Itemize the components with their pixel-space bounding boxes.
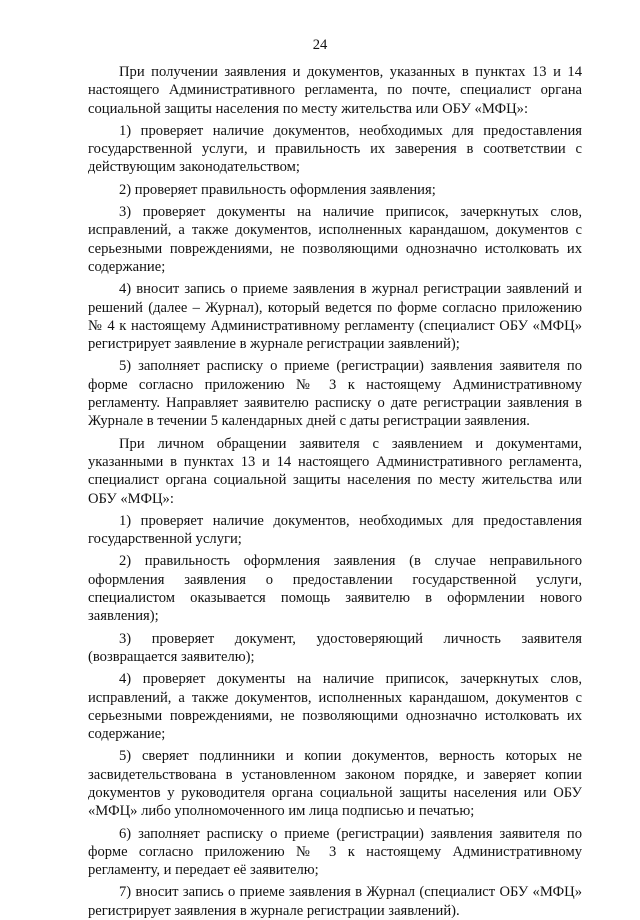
paragraph-intro-mail: При получении заявления и документов, указанных в пунктах 13 и 14 настоящего Административного регламента, по почте, специалист органа социальной защиты населения по месту жительства или ОБУ «МФЦ»: bbox=[88, 64, 582, 117]
list-item-mail-3: 3) проверяет документы на наличие приписок, зачеркнутых слов, исправлений, а также документов, исполненных карандашом, документов с серьезными повреждениями, не позволяющими однозначно истолковать их содержание; bbox=[88, 204, 582, 275]
list-item-mail-1: 1) проверяет наличие документов, необходимых для предоставления государственной услуги, и правильность их заверения в соответствии с действующим законодательством; bbox=[88, 122, 582, 176]
list-item-personal-7: 7) вносит запись о приеме заявления в Журнал (специалист ОБУ «МФЦ» регистрирует заявления в журнале регистрации заявлений). bbox=[88, 884, 582, 919]
list-item-personal-5: 5) сверяет подлинники и копии документов, верность которых не засвидетельствована в установленном законом порядке, и заверяет копии документов у руководителя органа социальной защиты населения или ОБУ «МФЦ» либо уполномоченного им лица подписью и печатью; bbox=[88, 748, 582, 820]
list-item-personal-2: 2) правильность оформления заявления (в случае неправильного оформления заявления о предоставлении государственной услуги, специалистом оказывается помощь заявителю в оформлении нового заявления); bbox=[88, 553, 582, 625]
list-item-personal-1: 1) проверяет наличие документов, необходимых для предоставления государственной услуги; bbox=[88, 512, 582, 548]
list-item-mail-5: 5) заполняет расписку о приеме (регистрации) заявления заявителя по форме согласно приложению № 3 к настоящему Административному регламенту. Направляет заявителю расписку о дате регистрации заявления в Журнале в течении 5 календарных дней с даты регистрации заявления. bbox=[88, 358, 582, 430]
list-item-personal-4: 4) проверяет документы на наличие приписок, зачеркнутых слов, исправлений, а также документов, исполненных карандашом, документов с серьезными повреждениями, не позволяющими однозначно истолковать их содержание; bbox=[88, 671, 582, 743]
list-item-personal-6: 6) заполняет расписку о приеме (регистрации) заявления заявителя по форме согласно приложению № 3 к настоящему Административному регламенту, и передает её заявителю; bbox=[88, 825, 582, 879]
list-item-mail-4: 4) вносит запись о приеме заявления в журнал регистрации заявлений и решений (далее – Журнал), который ведется по форме согласно приложению № 4 к настоящему Административному регламенту (специалист ОБУ «МФЦ» регистрирует заявление в журнале регистрации заявлений); bbox=[88, 281, 582, 353]
page-number: 24 bbox=[312, 37, 328, 53]
list-item-personal-3: 3) проверяет документ, удостоверяющий личность заявителя (возвращается заявителю); bbox=[88, 630, 582, 665]
list-item-mail-2: 2) проверяет правильность оформления заявления; bbox=[119, 181, 436, 198]
paragraph-intro-personal: При личном обращении заявителя с заявлением и документами, указанными в пунктах 13 и 14 настоящего Административного регламента, специалист органа социальной защиты населения по месту жительства или ОБУ «МФЦ»: bbox=[88, 435, 582, 507]
document-body bbox=[88, 63, 582, 920]
